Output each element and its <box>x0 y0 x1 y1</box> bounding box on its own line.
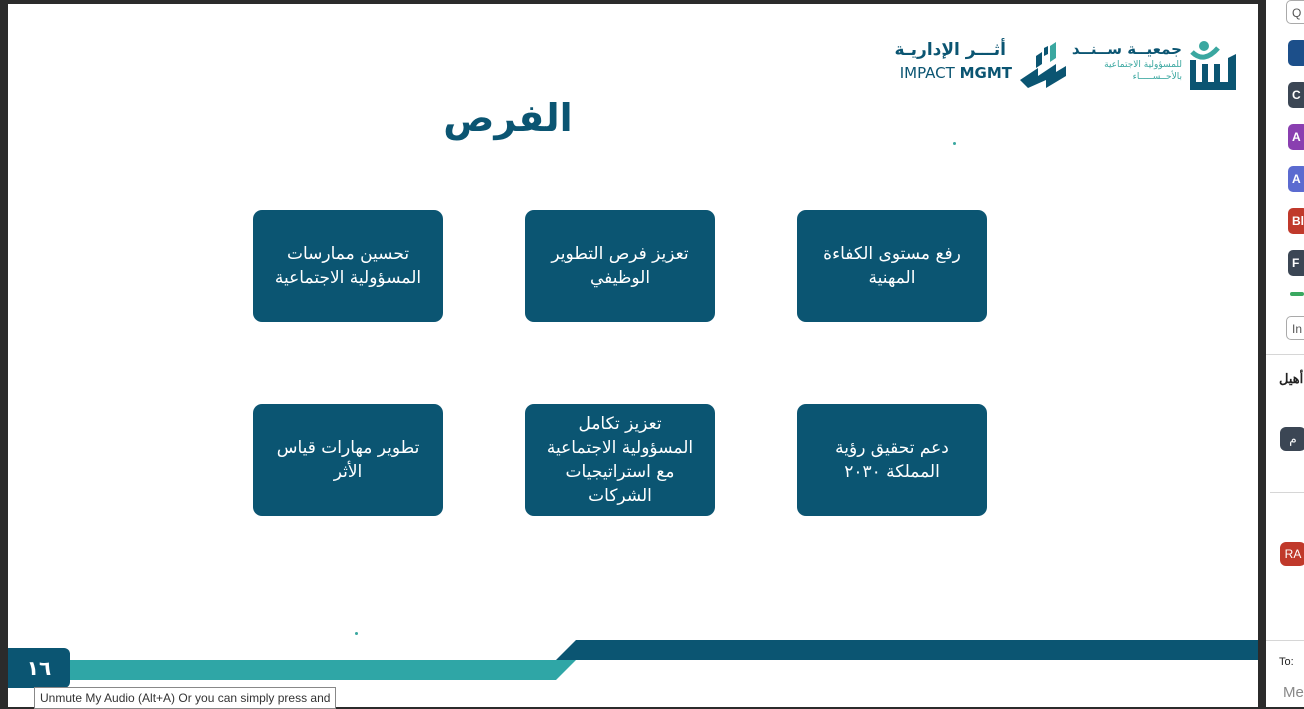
impact-english-name: IMPACT MGMT <box>899 64 1012 82</box>
sanad-subtitle-1: للمسؤولية الاجتماعية <box>1104 60 1182 70</box>
opportunity-card: رفع مستوى الكفاءة المهنية <box>797 210 987 322</box>
impact-mgmt-logo <box>894 40 1068 90</box>
app-icon[interactable]: F <box>1288 250 1304 276</box>
chat-sender-label: أهيل <box>1279 371 1304 386</box>
unmute-audio-tooltip: Unmute My Audio (Alt+A) Or you can simply press and <box>34 687 336 709</box>
presentation-slide <box>8 4 1258 707</box>
divider <box>1270 492 1304 493</box>
app-icon[interactable]: Bl <box>1288 208 1304 234</box>
search-field[interactable]: Q <box>1286 0 1304 24</box>
apps-input[interactable]: In <box>1286 316 1304 340</box>
slide-title: الفرص <box>443 96 573 140</box>
divider <box>1266 354 1304 355</box>
impact-arabic-name: أثـــر الإداريـة <box>894 40 1006 60</box>
sanad-association-logo <box>1071 38 1238 96</box>
app-icon[interactable] <box>1288 40 1304 66</box>
chat-side-panel <box>1266 0 1304 707</box>
decorative-dot <box>953 142 956 145</box>
sanad-arabic-name: جمعيــة ســنــد <box>1071 40 1182 58</box>
app-icon-partial <box>1290 292 1304 296</box>
opportunity-card: تحسين ممارسات المسؤولية الاجتماعية <box>253 210 443 322</box>
to-label: To: <box>1279 656 1294 668</box>
sanad-subtitle-2: بالأحــســـــاء <box>1132 72 1182 82</box>
sanad-mark-icon <box>1188 38 1238 94</box>
impact-mark-icon <box>1016 42 1068 88</box>
avatar: م <box>1280 427 1304 451</box>
opportunity-card: تطوير مهارات قياس الأثر <box>253 404 443 516</box>
app-icon[interactable]: C <box>1288 82 1304 108</box>
page-number: ١٦ <box>8 648 70 688</box>
opportunity-card: تعزيز تكامل المسؤولية الاجتماعية مع استراتيجيات الشركات <box>525 404 715 516</box>
divider <box>1266 640 1304 641</box>
app-icon[interactable]: A <box>1288 124 1304 150</box>
opportunity-card: تعزيز فرص التطوير الوظيفي <box>525 210 715 322</box>
avatar: RA <box>1280 542 1304 566</box>
footer-bars <box>8 634 1258 694</box>
opportunity-card: دعم تحقيق رؤية المملكة ٢٠٣٠ <box>797 404 987 516</box>
app-icon[interactable]: A <box>1288 166 1304 192</box>
message-input[interactable]: Me <box>1283 684 1304 701</box>
